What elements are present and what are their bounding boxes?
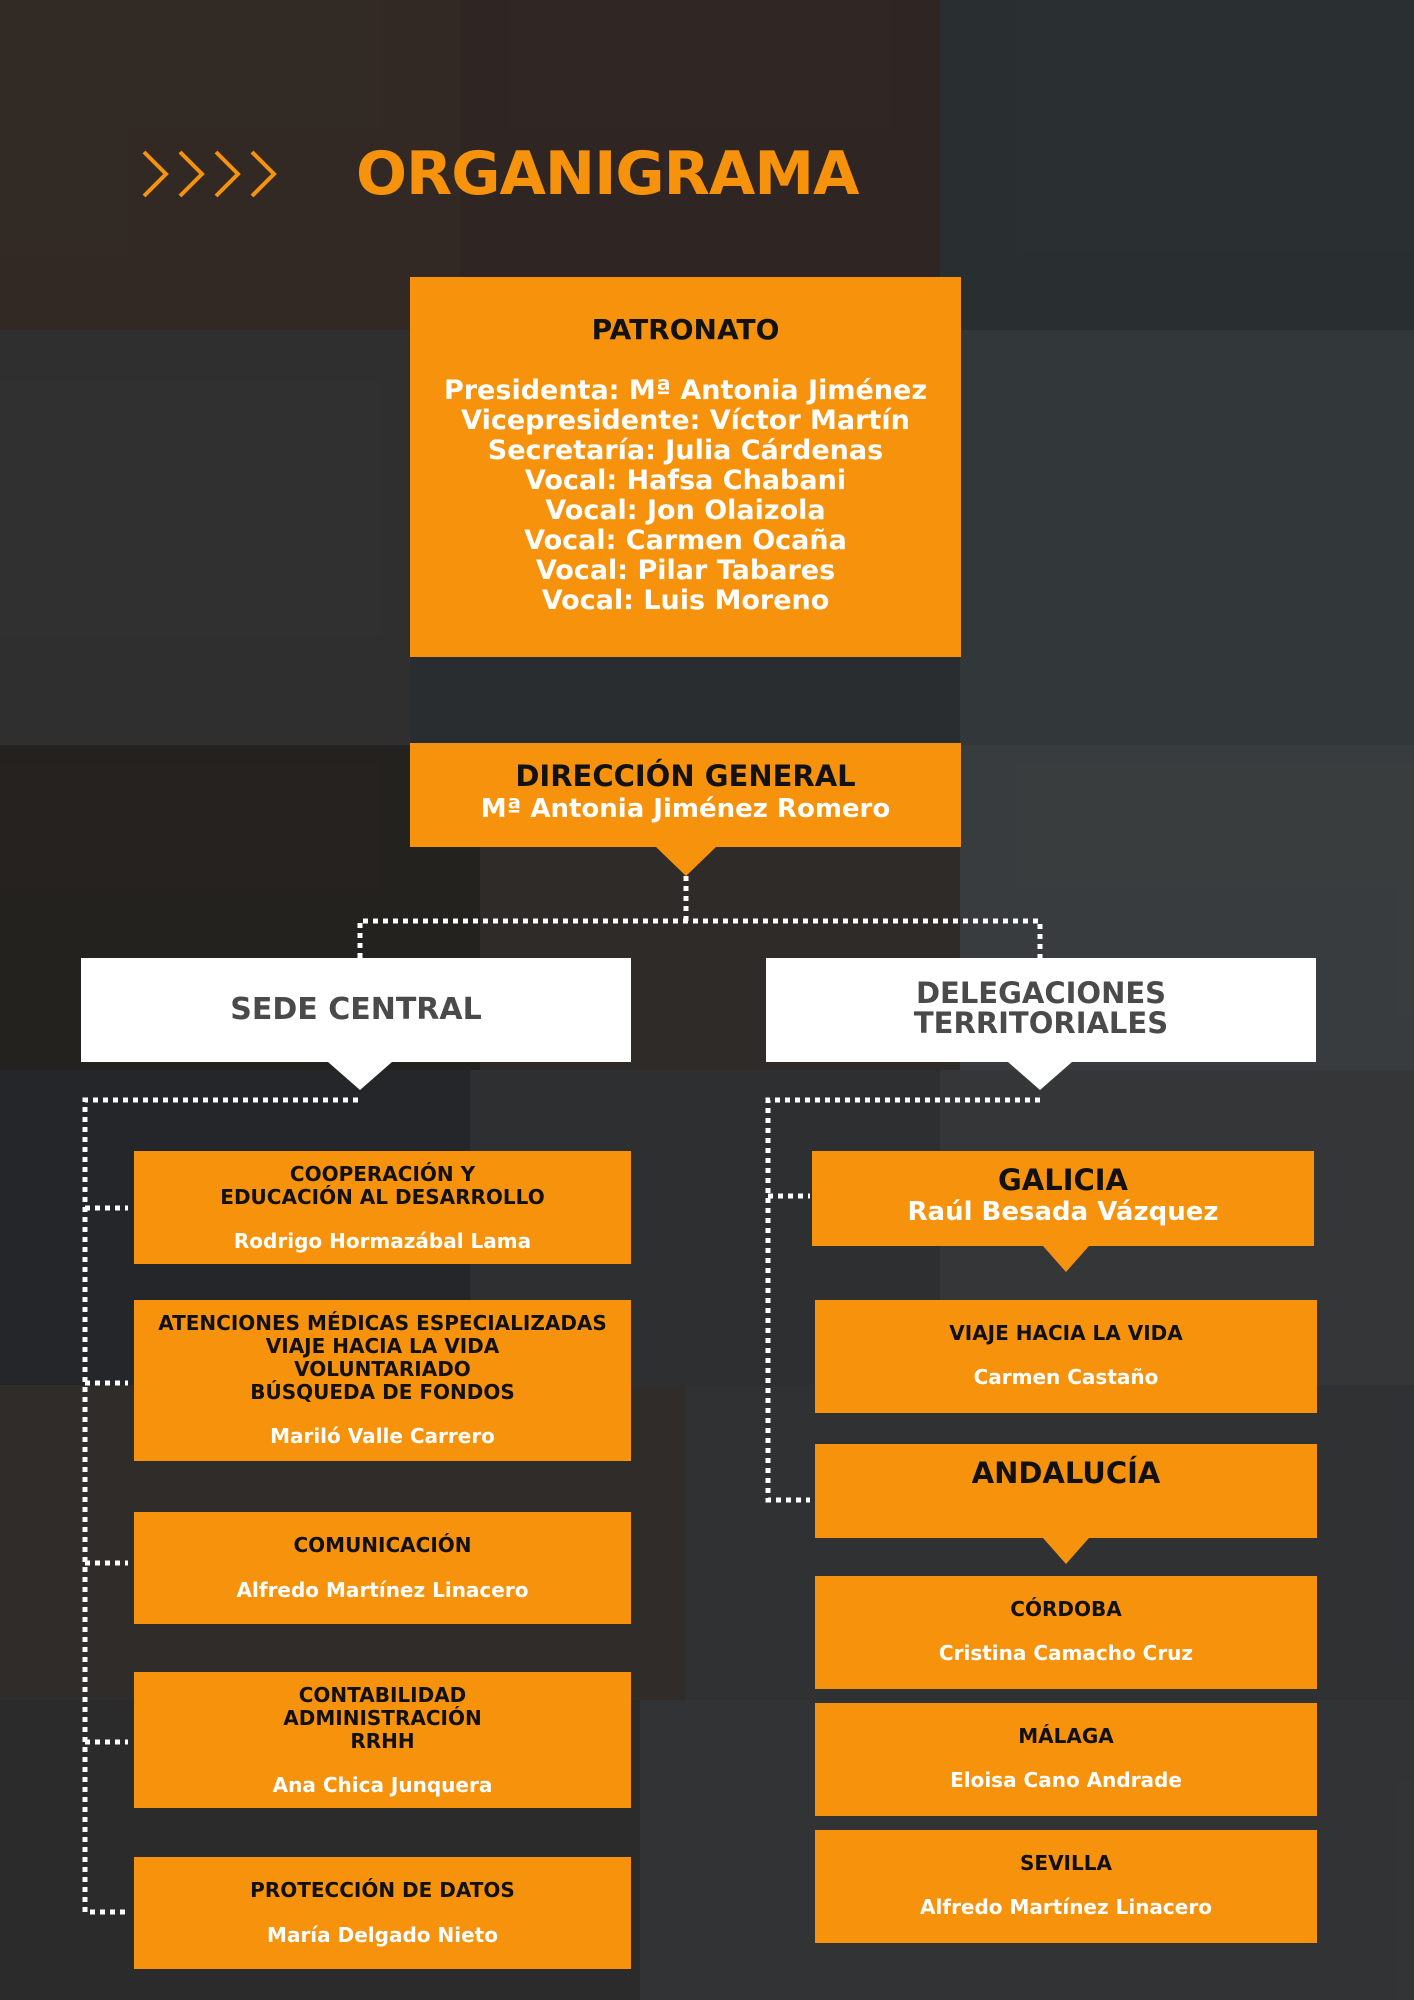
delegation-unit-box (815, 1830, 1317, 1943)
unit-label: CÓRDOBA (1010, 1597, 1122, 1621)
department-label: BÚSQUEDA DE FONDOS (250, 1380, 515, 1404)
department-label: RRHH (350, 1729, 415, 1753)
department-label: VOLUNTARIADO (294, 1357, 471, 1381)
patronato-member: Vocal: Luis Moreno (541, 585, 830, 616)
region-name: ANDALUCÍA (971, 1456, 1161, 1490)
patronato-member: Vocal: Pilar Tabares (535, 555, 836, 586)
patronato-member: Vocal: Hafsa Chabani (524, 465, 847, 496)
department-box (134, 1857, 631, 1969)
department-label: CONTABILIDAD (298, 1683, 467, 1707)
delegaciones-label-line1: DELEGACIONES (915, 976, 1167, 1010)
unit-person: Carmen Castaño (973, 1365, 1159, 1389)
patronato-member: Vocal: Jon Olaizola (545, 495, 826, 526)
department-label: PROTECCIÓN DE DATOS (250, 1878, 515, 1902)
unit-person: Eloisa Cano Andrade (950, 1768, 1182, 1792)
delegation-unit-box (815, 1703, 1317, 1816)
department-person: Mariló Valle Carrero (270, 1424, 495, 1448)
department-box (134, 1672, 631, 1808)
department-label: VIAJE HACIA LA VIDA (265, 1334, 500, 1358)
unit-person: Cristina Camacho Cruz (938, 1641, 1194, 1665)
department-label: COOPERACIÓN Y (289, 1162, 476, 1186)
department-label: ADMINISTRACIÓN (283, 1706, 482, 1730)
patronato-member: Vocal: Carmen Ocaña (524, 525, 847, 556)
andalucia-box (815, 1444, 1317, 1538)
patronato-heading: PATRONATO (591, 313, 780, 346)
direccion-heading: DIRECCIÓN GENERAL (515, 759, 856, 793)
page-title: ORGANIGRAMA (356, 139, 859, 209)
direccion-general-box (410, 743, 961, 847)
chevrons-icon (140, 146, 300, 202)
unit-label: MÁLAGA (1018, 1724, 1114, 1748)
department-person: Rodrigo Hormazábal Lama (233, 1229, 532, 1253)
department-box (134, 1512, 631, 1624)
sede-central-box (81, 958, 631, 1062)
department-person: María Delgado Nieto (267, 1923, 498, 1947)
region-name: GALICIA (997, 1163, 1129, 1197)
patronato-member: Presidenta: Mª Antonia Jiménez (443, 375, 928, 406)
delegaciones-label-line2: TERRITORIALES (913, 1006, 1169, 1040)
department-person: Alfredo Martínez Linacero (236, 1578, 529, 1602)
unit-person: Alfredo Martínez Linacero (920, 1895, 1212, 1919)
unit-label: VIAJE HACIA LA VIDA (949, 1321, 1183, 1345)
delegaciones-territoriales-box (766, 958, 1316, 1062)
patronato-member: Vicepresidente: Víctor Martín (461, 405, 910, 436)
region-person: Raúl Besada Vázquez (907, 1197, 1219, 1227)
department-person: Ana Chica Junquera (272, 1773, 493, 1797)
department-label: EDUCACIÓN AL DESARROLLO (220, 1185, 545, 1209)
department-box (134, 1300, 631, 1461)
galicia-box (812, 1151, 1314, 1246)
delegation-unit-box (815, 1576, 1317, 1689)
patronato-box (410, 277, 961, 657)
department-label: ATENCIONES MÉDICAS ESPECIALIZADAS (158, 1311, 607, 1335)
delegation-unit-box (815, 1300, 1317, 1413)
department-box (134, 1151, 631, 1264)
department-label: COMUNICACIÓN (293, 1533, 472, 1557)
direccion-name: Mª Antonia Jiménez Romero (480, 794, 891, 824)
patronato-member: Secretaría: Julia Cárdenas (487, 435, 884, 466)
unit-label: SEVILLA (1020, 1851, 1112, 1875)
sede-central-label: SEDE CENTRAL (230, 992, 482, 1027)
